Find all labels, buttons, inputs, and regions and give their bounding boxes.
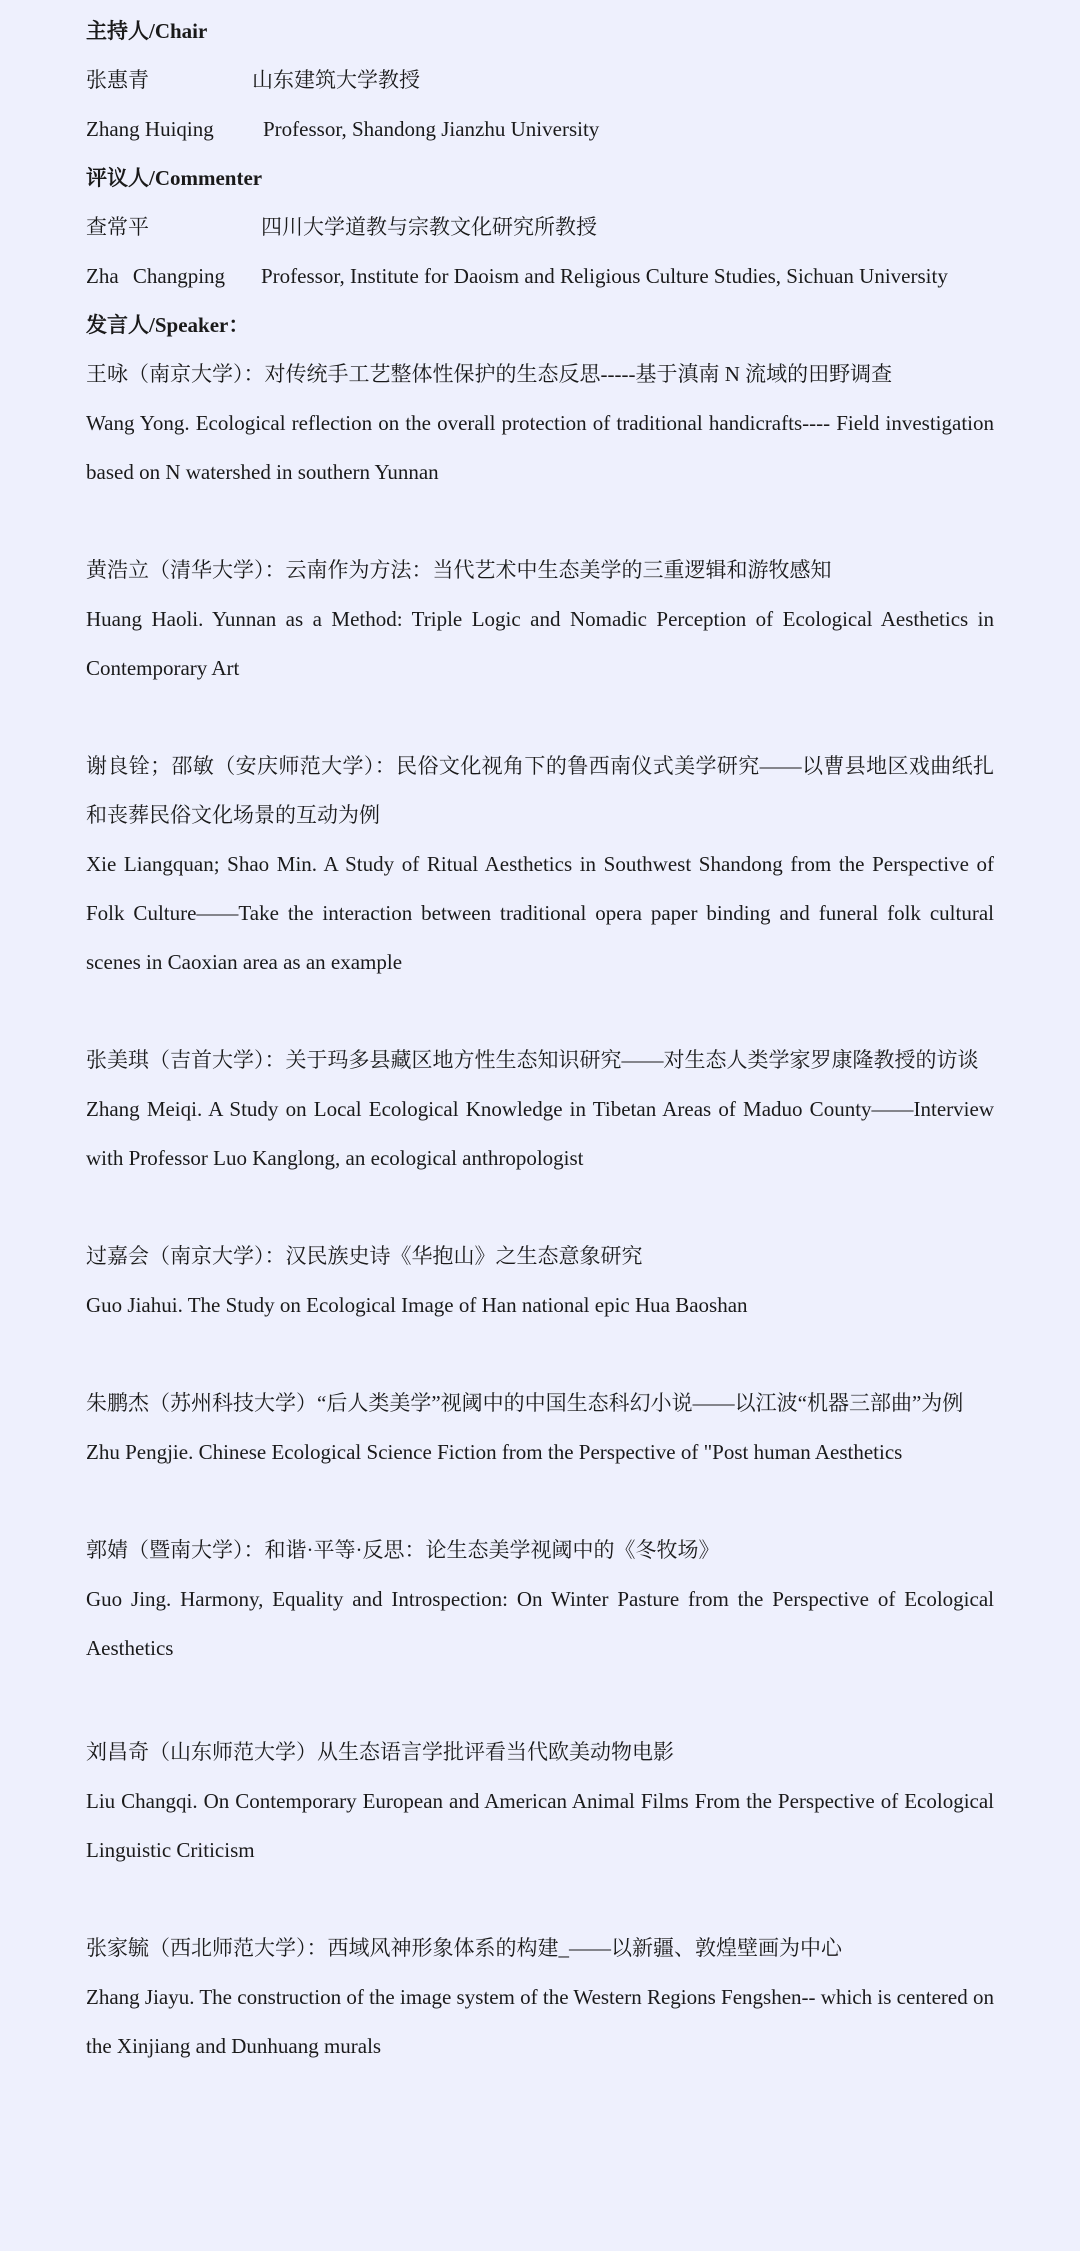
speaker-entry [86,1232,994,1330]
speaker-entry [86,1526,994,1673]
speaker-entry [86,350,994,497]
speaker-title-zh: 张家毓（西北师范大学）：西域风神形象体系的构建_——以新疆、敦煌壁画为中心 [86,1936,842,1960]
document-page [0,7,1080,2071]
speaker-title-en: Guo Jing. Harmony, Equality and Introspection: On Winter Pasture from the Perspective of Ecological Aesthetics [86,1587,994,1660]
speaker-entry [86,1036,994,1183]
speaker-title-zh: 黄浩立（清华大学）：云南作为方法：当代艺术中生态美学的三重逻辑和游牧感知 [86,558,832,582]
speaker-title-en: Guo Jiahui. The Study on Ecological Image of Han national epic Hua Baoshan [86,1293,748,1317]
commenter-row-zh [86,203,994,252]
speaker-title-zh: 过嘉会（南京大学）：汉民族史诗《华抱山》之生态意象研究 [86,1244,643,1268]
speaker-title-zh: 谢良铨；邵敏（安庆师范大学）：民俗文化视角下的鲁西南仪式美学研究——以曹县地区戏曲纸扎和丧葬民俗文化场景的互动为例 [86,754,994,827]
speaker-title-en: Zhang Meiqi. A Study on Local Ecological Knowledge in Tibetan Areas of Maduo County——Interview with Professor Luo Kanglong, an ecological anthropologist [86,1097,994,1170]
commenter-name-zh: 查常平 [86,215,149,239]
chair-name-zh: 张惠青 [86,68,149,92]
commenter-affiliation-zh: 四川大学道教与宗教文化研究所教授 [261,215,597,239]
speaker-title-zh: 王咏（南京大学）：对传统手工艺整体性保护的生态反思-----基于滇南 N 流域的田野调查 [86,362,893,386]
speaker-title-zh: 朱鹏杰（苏州科技大学）“后人类美学”视阈中的中国生态科幻小说——以江波“机器三部曲”为例 [86,1391,964,1415]
chair-row-en [86,105,994,154]
speaker-title-zh: 郭婧（暨南大学）：和谐·平等·反思：论生态美学视阈中的《冬牧场》 [86,1538,720,1562]
speaker-title-zh: 张美琪（吉首大学）：关于玛多县藏区地方性生态知识研究——对生态人类学家罗康隆教授的访谈 [86,1048,979,1072]
commenter-heading: 评议人/Commenter [86,166,263,190]
commenter-name-en: Zha Changping [86,264,226,288]
commenter-affiliation-en: Professor, Institute for Daoism and Religious Culture Studies, Sichuan University [261,264,948,288]
speaker-title-en: Huang Haoli. Yunnan as a Method: Triple Logic and Nomadic Perception of Ecological Aesthetics in Contemporary Art [86,607,994,680]
speaker-title-zh: 刘昌奇（山东师范大学）从生态语言学批评看当代欧美动物电影 [86,1740,674,1764]
chair-affiliation-en: Professor, Shandong Jianzhu University [263,117,600,141]
speaker-title-en: Zhang Jiayu. The construction of the image system of the Western Regions Fengshen-- which is centered on the Xinjiang and Dunhuang murals [86,1985,994,2058]
chair-row-zh [86,56,994,105]
commenter-row-en [86,252,994,301]
speaker-title-en: Xie Liangquan; Shao Min. A Study of Ritual Aesthetics in Southwest Shandong from the Perspective of Folk Culture——Take the interaction between traditional opera paper binding and funeral folk cultural scenes in Caoxian area as an example [86,852,994,974]
speaker-entry [86,1379,994,1477]
speaker-title-en: Zhu Pengjie. Chinese Ecological Science Fiction from the Perspective of "Post human Aesthetics [86,1440,903,1464]
speaker-entry [86,742,994,987]
speaker-entry [86,1924,994,2071]
speaker-entry [86,1728,994,1875]
chair-heading: 主持人/Chair [86,19,208,43]
speaker-entry [86,546,994,693]
speaker-title-en: Wang Yong. Ecological reflection on the overall protection of traditional handicrafts---- Field investigation based on N watershed in southern Yunnan [86,411,994,484]
speaker-title-en: Liu Changqi. On Contemporary European and American Animal Films From the Perspective of Ecological Linguistic Criticism [86,1789,994,1862]
chair-affiliation-zh: 山东建筑大学教授 [252,68,420,92]
speakers-heading: 发言人/Speaker： [86,313,250,337]
chair-name-en: Zhang Huiqing [86,117,214,141]
